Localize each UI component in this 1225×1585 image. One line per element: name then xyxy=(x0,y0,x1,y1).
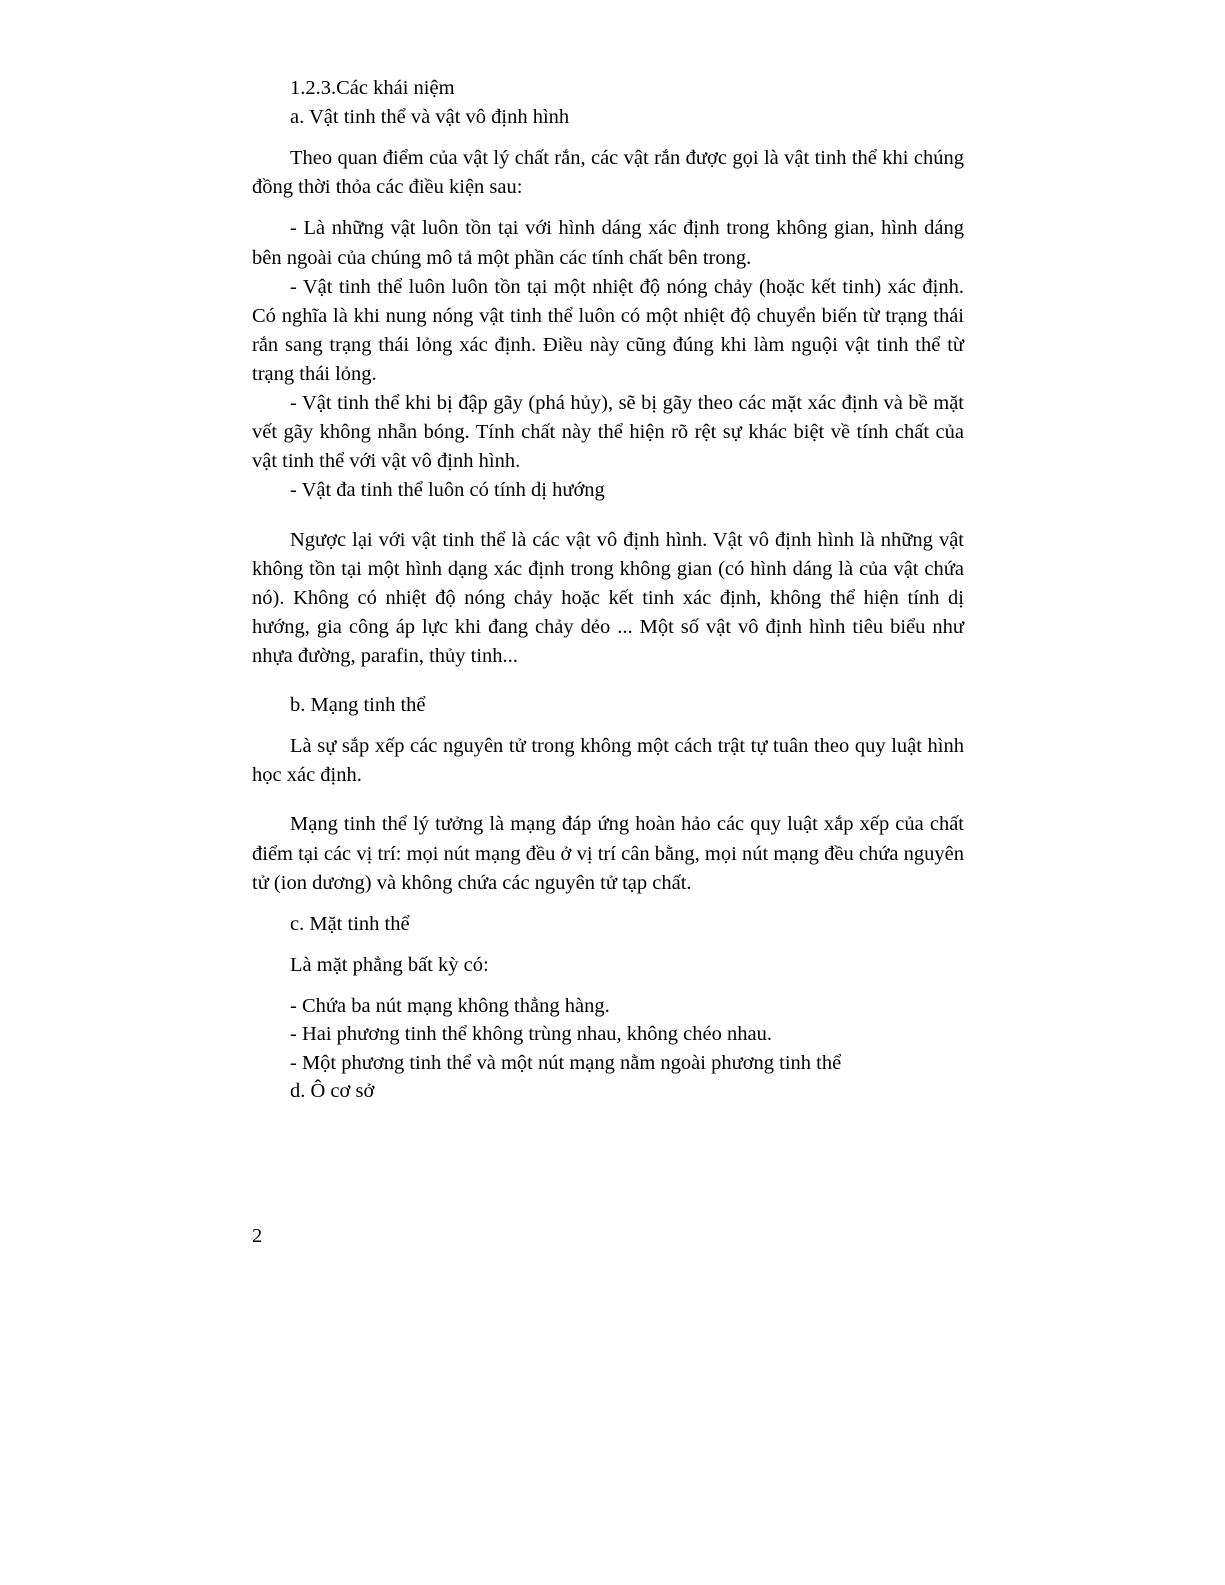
subsection-heading-b: b. Mạng tinh thể xyxy=(290,694,426,717)
bullet-item-7: - Một phương tinh thể và một nút mạng nằm ngoài phương tinh thể xyxy=(290,1051,842,1074)
paragraph-intro: Theo quan điểm của vật lý chất rắn, các vật rắn được gọi là vật tinh thể khi chúng đồng thời thỏa các điều kiện sau: xyxy=(252,147,964,199)
paragraph-amorphous: Ngược lại với vật tinh thể là các vật vô định hình. Vật vô định hình là những vật không tồn tại một hình dạng xác định trong không gian (có hình dáng là của vật chứa nó). Không có nhiệt độ nóng chảy hoặc kết tinh xác định, không thể hiện tính dị hướng, gia công áp lực khi đang chảy dẻo ... Một số vật vô định hình tiêu biểu như nhựa đường, parafin, thủy tinh... xyxy=(252,528,964,667)
bullet-item-3: - Vật tinh thể khi bị đập gãy (phá hủy), sẽ bị gãy theo các mặt xác định và bề mặt vết gãy không nhẵn bóng. Tính chất này thể hiện rõ rệt sự khác biệt về tính chất của vật tinh thể với vật vô định hình. xyxy=(252,392,964,473)
section-heading-1-2-3: 1.2.3.Các khái niệm xyxy=(290,77,455,99)
bullet-item-2: - Vật tinh thể luôn luôn tồn tại một nhiệt độ nóng chảy (hoặc kết tinh) xác định. Có nghĩa là khi nung nóng vật tinh thể luôn có một nhiệt độ chuyển biến từ trạng thái rắn sang trạng thái lỏng xác định. Điều này cũng đúng khi làm nguội vật tinh thể từ trạng thái lỏng. xyxy=(252,275,964,385)
subsection-heading-a: a. Vật tinh thể và vật vô định hình xyxy=(290,106,570,129)
bullet-item-1: - Là những vật luôn tồn tại với hình dáng xác định trong không gian, hình dáng bên ngoài của chúng mô tả một phần các tính chất bên trong. xyxy=(252,217,964,269)
paragraph-plane-definition: Là mặt phẳng bất kỳ có: xyxy=(290,953,489,976)
paragraph-lattice-definition: Là sự sắp xếp các nguyên tử trong không một cách trật tự tuân theo quy luật hình học xác định. xyxy=(252,735,964,787)
page-number: 2 xyxy=(252,1225,263,1247)
paragraph-ideal-lattice: Mạng tinh thể lý tưởng là mạng đáp ứng hoàn hảo các quy luật xắp xếp của chất điểm tại các vị trí: mọi nút mạng đều ở vị trí cân bằng, mọi nút mạng đều chứa nguyên tử (ion dương) và không chứa các nguyên tử tạp chất. xyxy=(252,813,964,894)
subsection-heading-d: d. Ô cơ sở xyxy=(290,1079,375,1102)
subsection-heading-c: c. Mặt tinh thể xyxy=(290,912,410,935)
bullet-item-6: - Hai phương tinh thể không trùng nhau, không chéo nhau. xyxy=(290,1023,772,1046)
bullet-item-4: - Vật đa tinh thể luôn có tính dị hướng xyxy=(290,479,605,502)
page-body xyxy=(252,74,964,1105)
bullet-item-5: - Chứa ba nút mạng không thẳng hàng. xyxy=(290,994,610,1017)
